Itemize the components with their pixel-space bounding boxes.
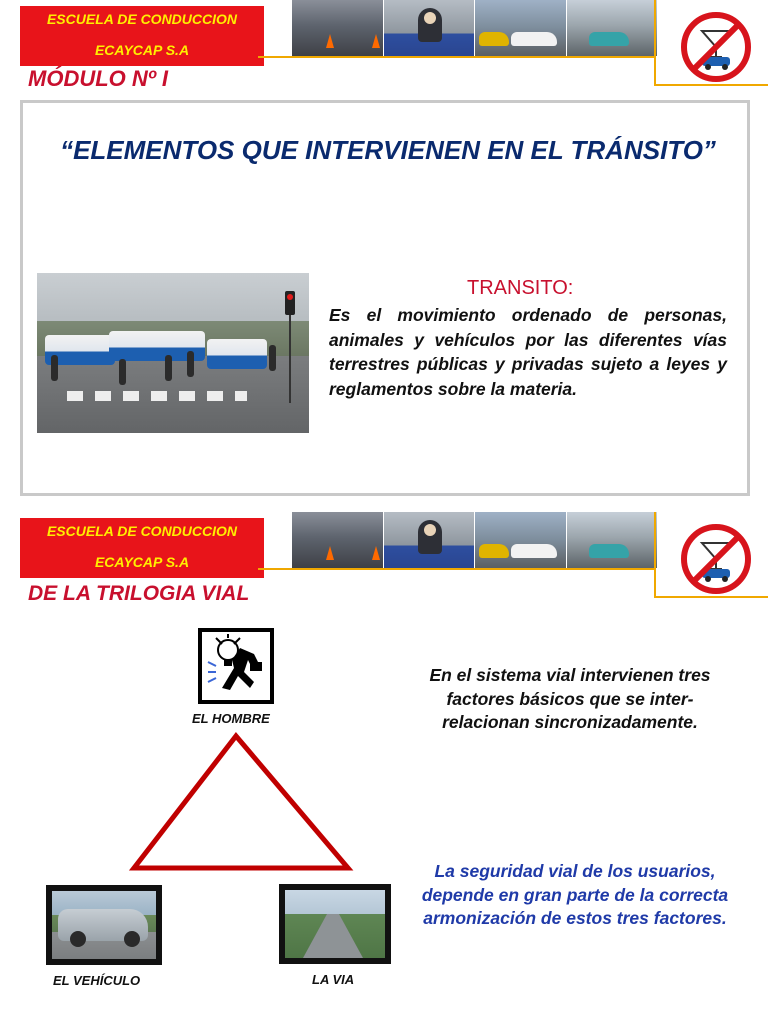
trilogia-intro-text: En el sistema vial intervienen tres factores básicos que se inter-relacionan sincronizadamente.: [429, 665, 711, 732]
street-cars-photo: [475, 0, 567, 56]
school-logo: [20, 518, 264, 578]
traffic-officer-photo: [384, 0, 476, 56]
street-taxi-photo: [567, 512, 659, 568]
road-safety-text: La seguridad vial de los usuarios, depende en gran parte de la correcta armonización de estos tres factores.: [421, 861, 729, 928]
module-title: MÓDULO Nº I: [28, 66, 169, 91]
no-drinking-driving-icon: [680, 11, 752, 83]
school-logo: [20, 6, 264, 66]
no-drinking-driving-icon: [680, 523, 752, 595]
node-label-man: EL HOMBRE: [192, 711, 270, 726]
page-title: “ELEMENTOS QUE INTERVIENEN EN EL TRÁNSITO”: [60, 135, 716, 165]
header-divider-right: [654, 84, 768, 86]
node-label-road: LA VIA: [312, 972, 355, 987]
road-photo: [279, 884, 391, 964]
transito-heading: TRANSITO:: [467, 277, 574, 299]
slide-trilogia-vial: [0, 512, 768, 1024]
node-label-vehicle: EL VEHÍCULO: [53, 973, 141, 988]
traffic-officer-photo: [384, 512, 476, 568]
school-company: ECAYCAP S.A: [94, 554, 190, 570]
vehicle-photo: [46, 885, 162, 965]
header-divider-vertical: [654, 0, 656, 86]
transito-definition: Es el movimiento ordenado de personas, animales y vehículos por las diferentes vías terrestres públicas y privadas sujeto a leyes y reglamentos sobre la materia.: [329, 305, 727, 399]
school-name: ESCUELA DE CONDUCCION: [46, 523, 238, 539]
section-title: DE LA TRILOGIA VIAL: [28, 582, 250, 605]
header-photo-strip: [292, 0, 658, 56]
lightbulb-runner-icon: [202, 632, 270, 700]
school-name: ESCUELA DE CONDUCCION: [46, 11, 238, 27]
school-company: ECAYCAP S.A: [94, 42, 190, 58]
street-taxi-photo: [567, 0, 659, 56]
content-frame: [20, 100, 750, 496]
trilogia-triangle: [128, 730, 354, 874]
header-divider: [258, 568, 654, 570]
header-photo-strip: [292, 512, 658, 568]
traffic-street-photo: [37, 273, 309, 433]
header-divider-vertical: [654, 512, 656, 598]
header-divider-right: [654, 596, 768, 598]
street-cones-photo: [292, 0, 384, 56]
street-cars-photo: [475, 512, 567, 568]
man-idea-icon: [198, 628, 274, 704]
street-cones-photo: [292, 512, 384, 568]
header-divider: [258, 56, 654, 58]
